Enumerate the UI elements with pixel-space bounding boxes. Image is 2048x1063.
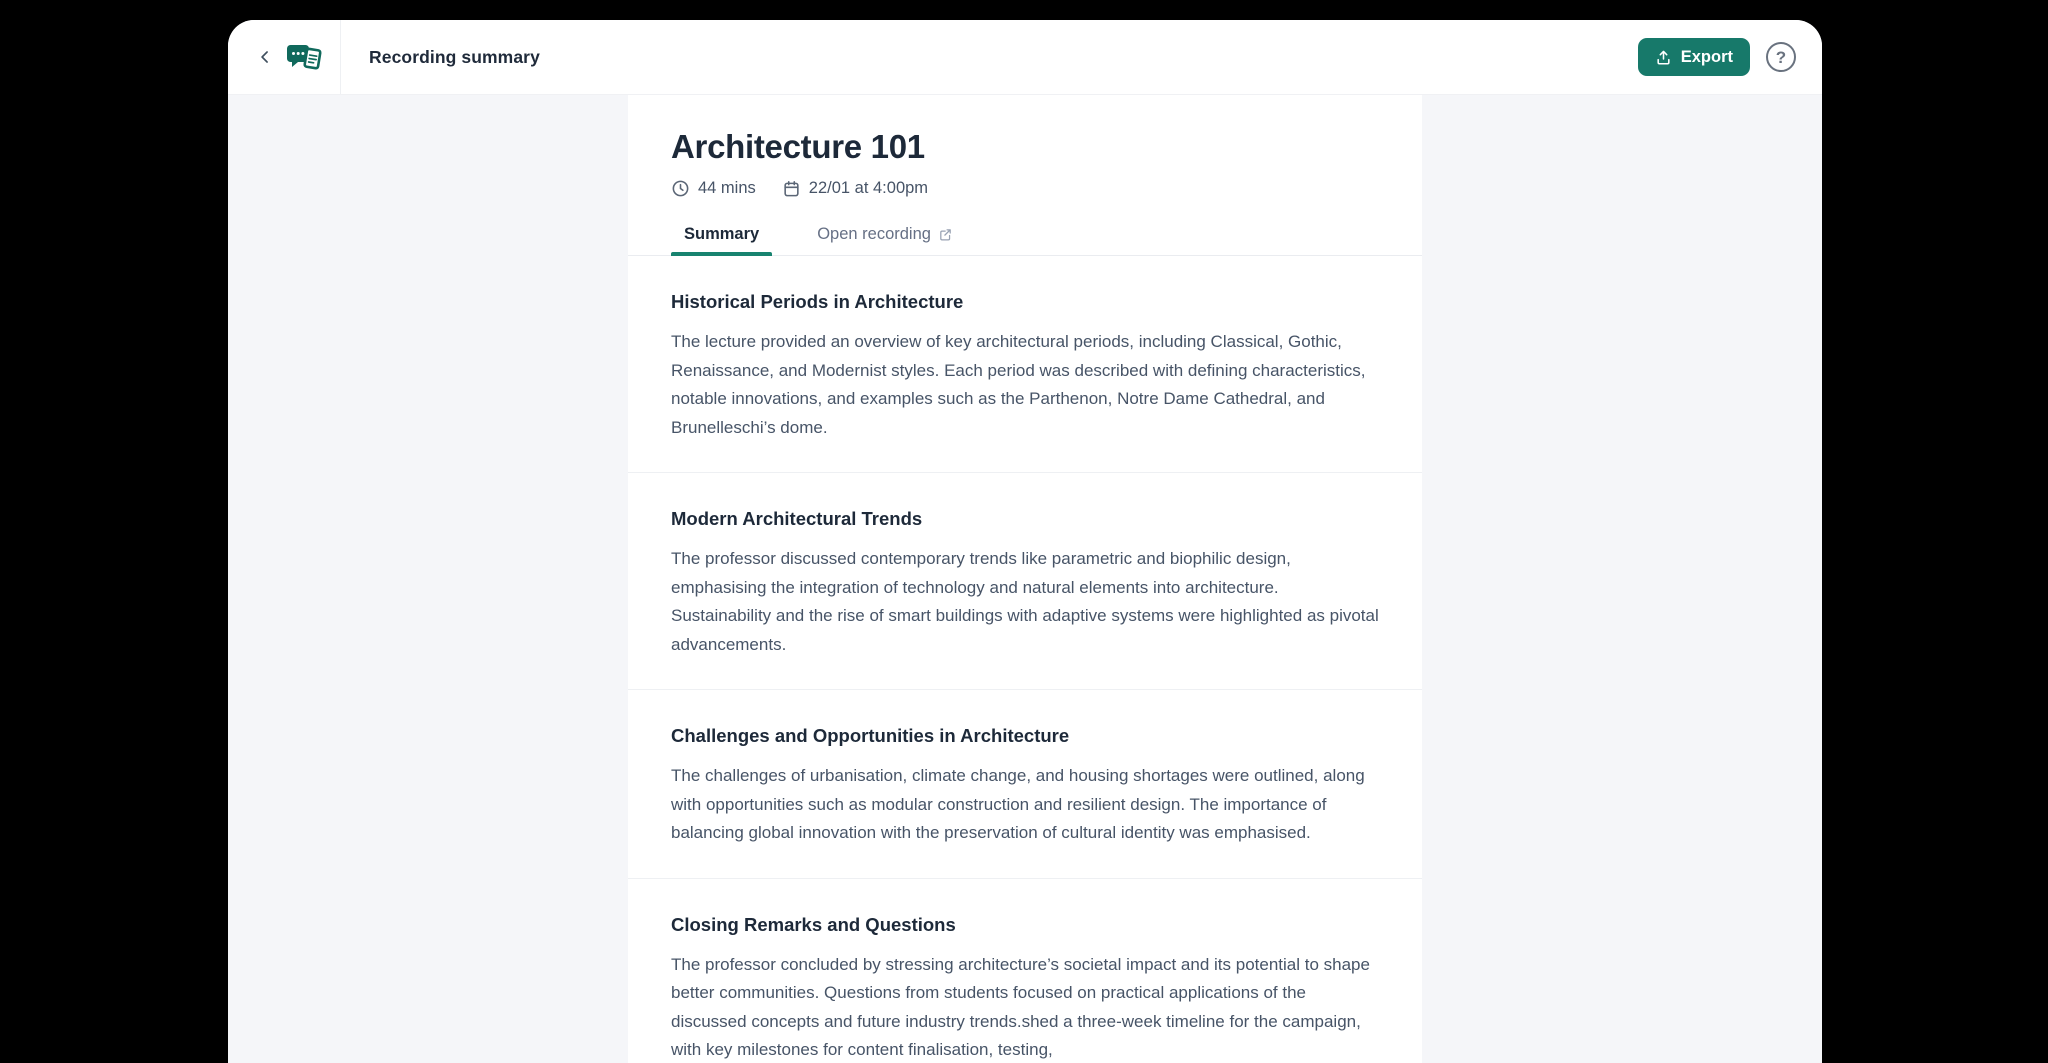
summary-section [628,473,1422,690]
section-body: The lecture provided an overview of key architectural periods, including Classical, Gothic, Renaissance, and Modernist styles. Each period was described with defining characteristics, notable innovations, and examples such as the Parthenon, Notre Dame Cathedral, and Brunelleschi’s dome. [671,332,1366,437]
tabs-bar [628,225,1422,256]
tab-open-recording-label: Open recording [817,225,931,243]
external-link-icon [938,227,953,242]
tab-summary-label: Summary [684,225,760,243]
help-button[interactable] [1766,42,1796,72]
export-button-label: Export [1680,47,1733,66]
tab-open-recording[interactable] [804,225,966,255]
app-window [228,20,1822,1063]
section-heading: Historical Periods in Architecture [671,291,964,312]
back-button[interactable] [254,46,276,68]
section-body: The professor discussed contemporary trends like parametric and biophilic design, emphasising the integration of technology and natural elements into architecture. Sustainability and the rise of smart buildings with adaptive systems were highlighted as pivotal advancements. [671,549,1379,654]
content-area [228,95,1822,1063]
chevron-left-icon [255,47,275,67]
upload-icon [1655,49,1672,66]
summary-card [628,95,1422,1063]
section-body: The professor concluded by stressing architecture’s societal impact and its potential to shape better communities. Questions from students focused on practical applications of the discussed concepts and future industry trends.shed a three-week timeline for the campaign, with key milestones for content finalisation, testing, [671,954,1370,1059]
recording-title: Architecture 101 [671,128,925,165]
header-divider [340,20,341,94]
tab-summary[interactable] [671,225,772,255]
section-heading: Modern Architectural Trends [671,508,923,529]
app-logo-icon [284,37,324,77]
section-body: The challenges of urbanisation, climate change, and housing shortages were outlined, along with opportunities such as modular construction and resilient design. The importance of balancing global innovation with the preservation of cultural identity was emphasised. [671,766,1365,842]
summary-section [628,256,1422,473]
clock-icon [671,179,690,198]
header-bar [228,20,1822,95]
question-mark-icon: ? [1775,47,1787,67]
export-button[interactable] [1638,38,1750,76]
section-heading: Challenges and Opportunities in Architecture [671,725,1070,746]
duration-value: 44 mins [698,179,756,197]
summary-section [628,690,1422,879]
calendar-icon [782,179,801,198]
header-right-group [1638,38,1822,76]
recording-meta [628,166,1422,198]
header-left-group [228,20,540,94]
datetime-value: 22/01 at 4:00pm [808,179,929,197]
summary-section [628,879,1422,1063]
page-title: Recording summary [369,46,540,67]
datetime-meta [782,179,928,198]
duration-meta [671,179,756,198]
section-heading: Closing Remarks and Questions [671,913,956,935]
